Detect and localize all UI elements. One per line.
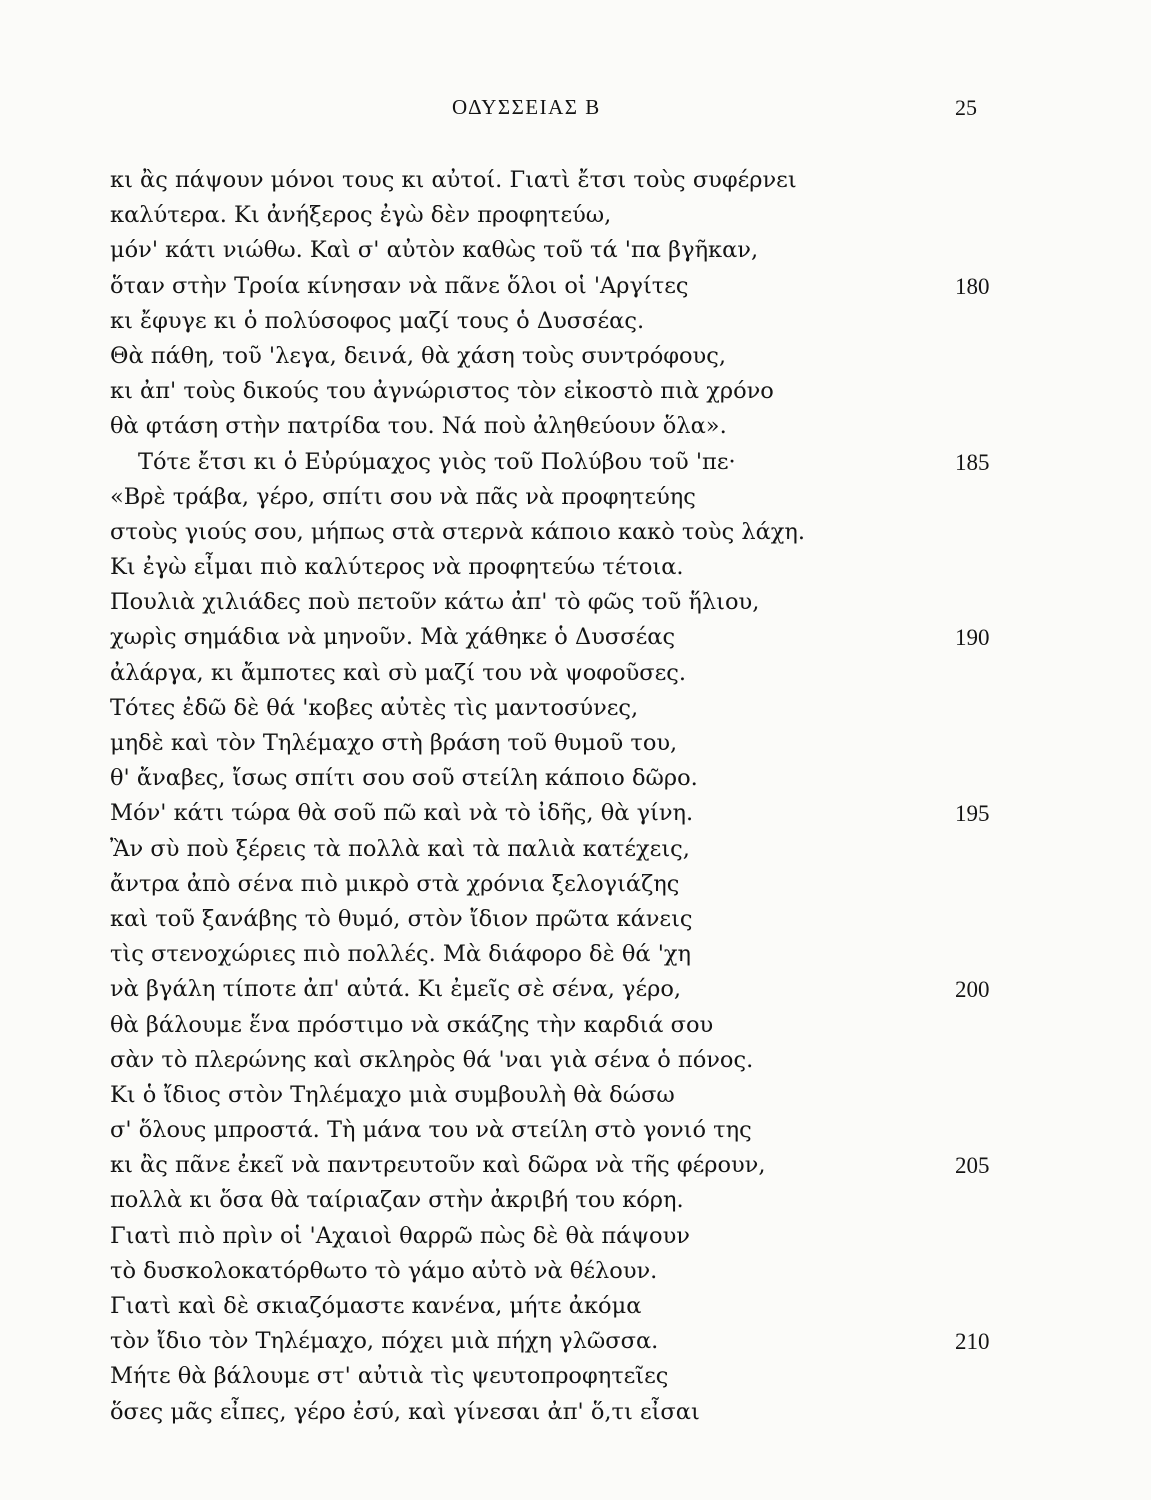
verse-line	[0, 1359, 1151, 1394]
verse-text: «Βρὲ τράβα, γέρο, σπίτι σου νὰ πᾶς νὰ προφητεύης	[110, 483, 696, 510]
verse-text: ὅσες μᾶς εἶπες, γέρο ἐσύ, καὶ γίνεσαι ἀπ' ὅ,τι εἶσαι	[110, 1398, 700, 1425]
verse-text: ἄντρα ἀπὸ σένα πιὸ μικρὸ στὰ χρόνια ξελογιάζης	[110, 870, 680, 897]
verse-line	[0, 445, 1151, 480]
verse-line	[0, 304, 1151, 339]
verse-line	[0, 198, 1151, 233]
verse-text: τὶς στενοχώριες πιὸ πολλές. Μὰ διάφορο δὲ θά 'χη	[110, 941, 692, 968]
verse-text: Τότε ἔτσι κι ὁ Εὐρύμαχος γιὸς τοῦ Πολύβου τοῦ 'πε·	[138, 448, 736, 475]
verse-text: Τότες ἐδῶ δὲ θά 'κοβες αὐτὲς τὶς μαντοσύνες,	[110, 694, 639, 721]
verse-line	[0, 1008, 1151, 1043]
verse-line	[0, 550, 1151, 585]
verse-text: Πουλιὰ χιλιάδες ποὺ πετοῦν κάτω ἀπ' τὸ φῶς τοῦ ἥλιου,	[110, 589, 760, 616]
verse-line	[0, 1043, 1151, 1078]
running-title: ΟΔΥΣΣΕΙΑΣ Β	[452, 95, 601, 119]
verse-line	[0, 761, 1151, 796]
verse-text: μηδὲ καὶ τὸν Τηλέμαχο στὴ βράση τοῦ θυμοῦ του,	[110, 730, 678, 756]
verse-line	[0, 163, 1151, 198]
line-number: 200	[955, 977, 990, 1003]
verse-line	[0, 233, 1151, 268]
verse-text: κι ἂς πᾶνε ἐκεῖ νὰ παντρευτοῦν καὶ δῶρα νὰ τῆς φέρουν,	[110, 1152, 766, 1179]
verse-text: Γιατὶ καὶ δὲ σκιαζόμαστε κανένα, μήτε ἀκόμα	[110, 1293, 642, 1319]
verse-line	[0, 620, 1151, 655]
verse-line	[0, 515, 1151, 550]
line-number: 195	[955, 801, 990, 827]
verse-line	[0, 480, 1151, 515]
verse-line	[0, 1324, 1151, 1359]
verse-text: σ' ὅλους μπροστά. Τὴ μάνα του νὰ στείλη στὸ γονιό της	[110, 1117, 752, 1144]
verse-text: κι ἔφυγε κι ὁ πολύσοφος μαζί τους ὁ Δυσσέας.	[110, 307, 645, 334]
verse-line	[0, 1183, 1151, 1218]
verse-text: Κι ἐγὼ εἶμαι πιὸ καλύτερος νὰ προφητεύω τέτοια.	[110, 554, 684, 581]
verse-body	[0, 163, 1151, 1430]
verse-line	[0, 585, 1151, 620]
verse-line	[0, 269, 1151, 304]
verse-text: ὅταν στὴν Τροία κίνησαν νὰ πᾶνε ὅλοι οἱ 'Αργίτες	[110, 272, 689, 299]
verse-text: Θὰ πάθη, τοῦ 'λεγα, δεινά, θὰ χάση τοὺς συντρόφους,	[110, 342, 726, 369]
verse-line	[0, 972, 1151, 1007]
verse-text: θὰ φτάση στὴν πατρίδα του. Νά ποὺ ἀληθεύουν ὅλα».	[110, 413, 727, 440]
line-number: 205	[955, 1153, 990, 1179]
verse-text: σὰν τὸ πλερώνης καὶ σκληρὸς θά 'ναι γιὰ σένα ὁ πόνος.	[110, 1046, 754, 1073]
verse-text: καλύτερα. Κι ἀνήξερος ἐγὼ δὲν προφητεύω,	[110, 202, 612, 229]
verse-line	[0, 1078, 1151, 1113]
verse-line	[0, 409, 1151, 444]
verse-text: στοὺς γιούς σου, μήπως στὰ στερνὰ κάποιο κακὸ τοὺς λάχη.	[110, 518, 806, 545]
verse-line	[0, 1254, 1151, 1289]
line-number: 180	[955, 273, 990, 299]
verse-text: Μήτε θὰ βάλουμε στ' αὐτιὰ τὶς ψευτοπροφητεῖες	[110, 1363, 669, 1390]
verse-text: κι ἀπ' τοὺς δικούς του ἀγνώριστος τὸν εἰκοστὸ πιὰ χρόνο	[110, 378, 774, 405]
verse-text: Γιατὶ πιὸ πρὶν οἱ 'Αχαιοὶ θαρρῶ πὼς δὲ θὰ πάψουν	[110, 1222, 690, 1249]
verse-text: ἀλάργα, κι ἄμποτες καὶ σὺ μαζί του νὰ ψοφοῦσες.	[110, 659, 687, 686]
verse-line	[0, 374, 1151, 409]
verse-text: Κι ὁ ἴδιος στὸν Τηλέμαχο μιὰ συμβουλὴ θὰ δώσω	[110, 1081, 675, 1108]
line-number: 190	[955, 625, 990, 651]
verse-text: τὸ δυσκολοκατόρθωτο τὸ γάμο αὐτὸ νὰ θέλουν.	[110, 1257, 658, 1284]
verse-line	[0, 796, 1151, 831]
page-number: 25	[955, 95, 977, 120]
line-number: 210	[955, 1329, 990, 1355]
verse-text: καὶ τοῦ ξανάβης τὸ θυμό, στὸν ἴδιον πρῶτα κάνεις	[110, 905, 693, 932]
verse-line	[0, 832, 1151, 867]
verse-text: πολλὰ κι ὅσα θὰ ταίριαζαν στὴν ἀκριβή του κόρη.	[110, 1187, 684, 1214]
verse-text: κι ἂς πάψουν μόνοι τους κι αὐτοί. Γιατὶ ἔτσι τοὺς συφέρνει	[110, 167, 797, 193]
verse-text: χωρὶς σημάδια νὰ μηνοῦν. Μὰ χάθηκε ὁ Δυσσέας	[110, 624, 676, 651]
verse-line	[0, 937, 1151, 972]
verse-line	[0, 902, 1151, 937]
verse-text: θ' ἄναβες, ἴσως σπίτι σου σοῦ στείλη κάποιο δῶρο.	[110, 765, 698, 792]
verse-text: νὰ βγάλη τίποτε ἀπ' αὐτά. Κι ἐμεῖς σὲ σένα, γέρο,	[110, 976, 682, 1003]
verse-line	[0, 1289, 1151, 1324]
line-number: 185	[955, 449, 990, 475]
verse-line	[0, 656, 1151, 691]
verse-line	[0, 867, 1151, 902]
verse-text: τὸν ἴδιο τὸν Τηλέμαχο, πόχει μιὰ πήχη γλῶσσα.	[110, 1328, 659, 1355]
verse-text: θὰ βάλουμε ἕνα πρόστιμο νὰ σκάζης τὴν καρδιά σου	[110, 1011, 714, 1038]
verse-line	[0, 1113, 1151, 1148]
verse-text: μόν' κάτι νιώθω. Καὶ σ' αὐτὸν καθὼς τοῦ τά 'πα βγῆκαν,	[110, 237, 759, 264]
verse-line	[0, 691, 1151, 726]
page-header	[0, 95, 1151, 125]
verse-line	[0, 726, 1151, 761]
verse-line	[0, 1148, 1151, 1183]
verse-line	[0, 339, 1151, 374]
verse-text: Μόν' κάτι τώρα θὰ σοῦ πῶ καὶ νὰ τὸ ἰδῆς, θὰ γίνη.	[110, 800, 694, 827]
verse-line	[0, 1395, 1151, 1430]
verse-line	[0, 1219, 1151, 1254]
verse-text: Ἂν σὺ ποὺ ξέρεις τὰ πολλὰ καὶ τὰ παλιὰ κατέχεις,	[110, 835, 690, 862]
